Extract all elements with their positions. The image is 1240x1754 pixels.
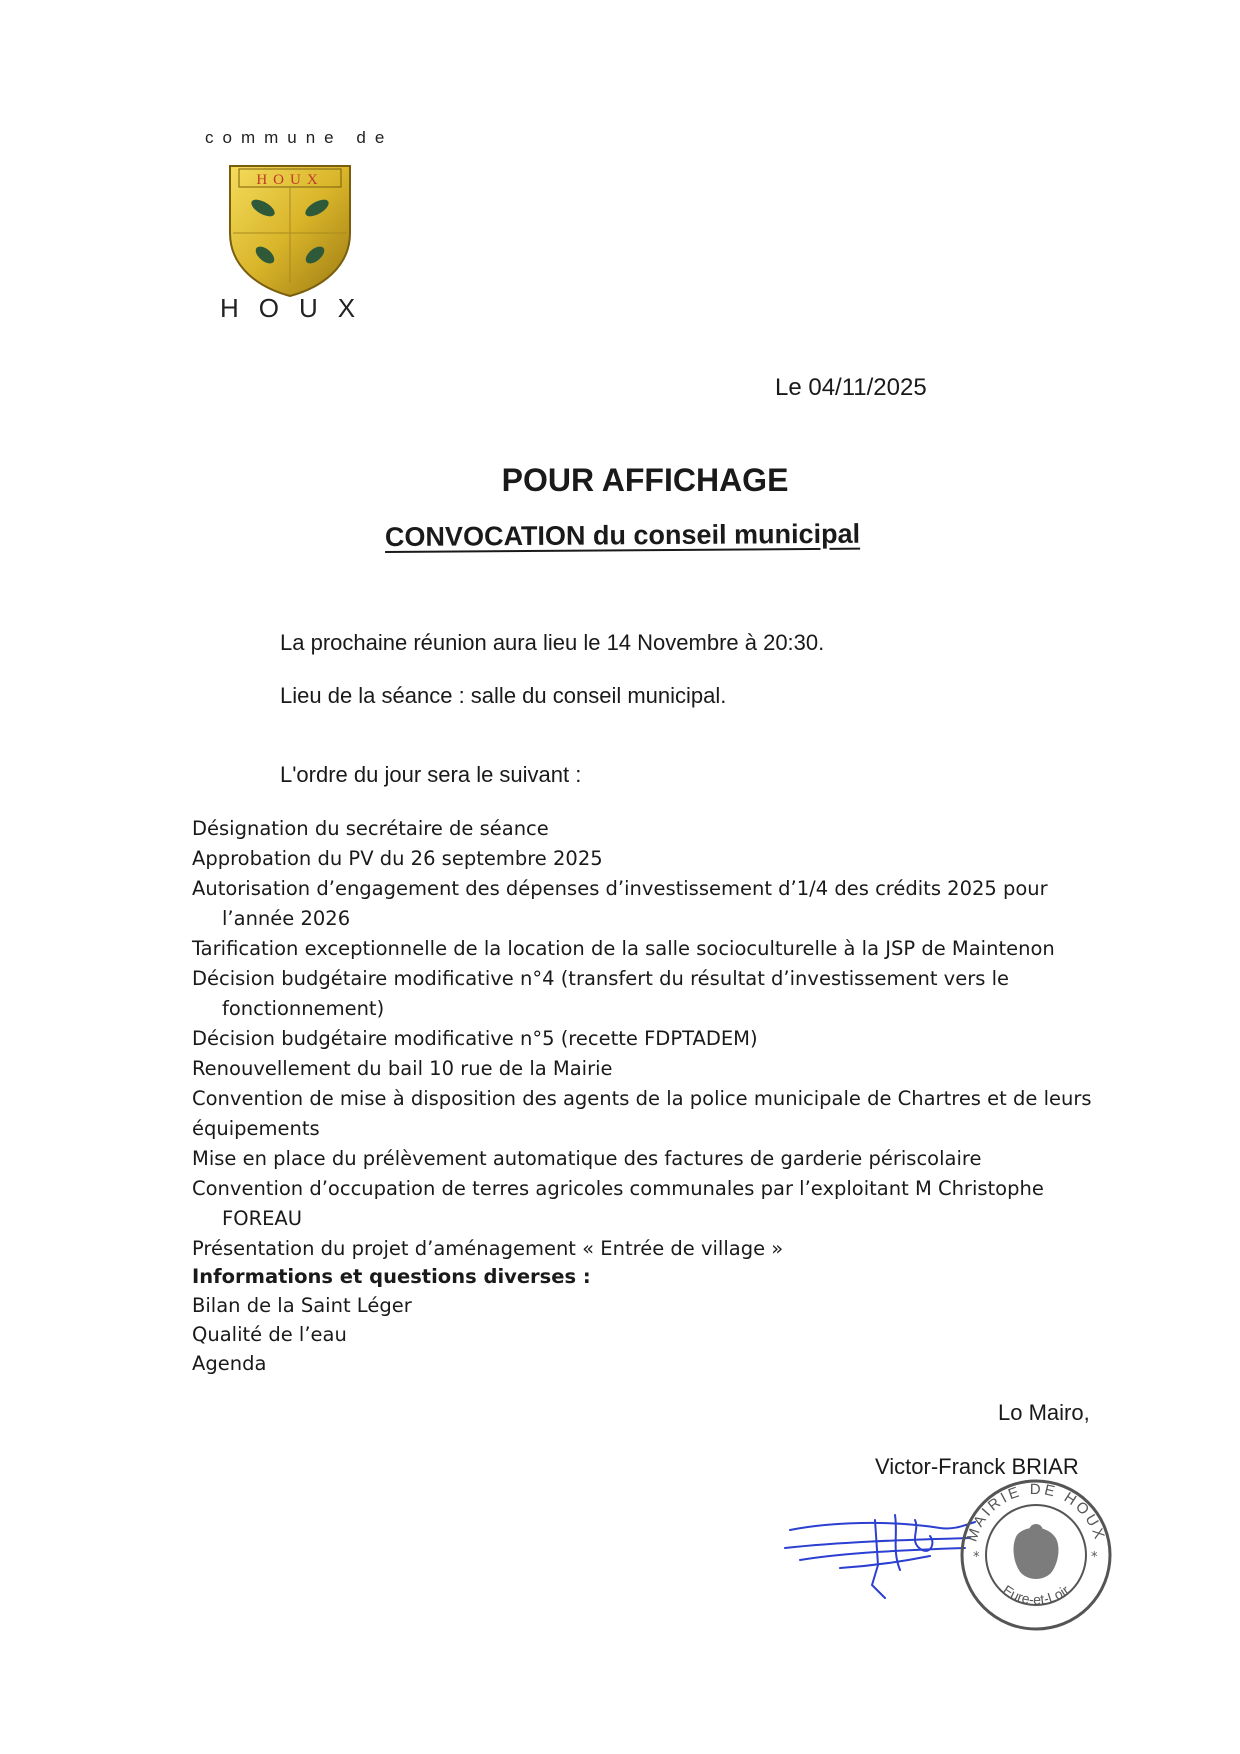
handwritten-signature [780,1490,980,1600]
coat-of-arms-icon [225,163,355,298]
list-item: Tarification exceptionnelle de la location de la salle socioculturelle à la JSP de Maintenon [192,937,1055,960]
logo-top-text: commune de [205,128,394,147]
svg-text:*: * [973,1550,980,1565]
commune-logo [195,128,395,328]
svg-text:HOUX: HOUX [256,172,324,188]
list-item: Qualité de l’eau [192,1323,347,1346]
list-item: Décision budgétaire modificative n°4 (transfert du résultat d’investissement vers le fonctionnement) [192,967,1010,1020]
list-item: Bilan de la Saint Léger [192,1294,412,1317]
page-title: POUR AFFICHAGE [501,462,789,498]
document-date: Le 04/11/2025 [775,374,927,401]
info-section [192,1262,591,1378]
list-item: Agenda [192,1352,267,1375]
meeting-location-text: Lieu de la séance : salle du conseil municipal. [280,683,727,708]
list-item: Présentation du projet d’aménagement « Entrée de village » [192,1237,784,1260]
stamp-bottom-text: Eure-et-Loir [999,1581,1073,1608]
meeting-date-text: La prochaine réunion aura lieu le 14 Novembre à 20:30. [280,630,825,655]
logo-bottom-text: HOUX [220,293,376,323]
list-item: Mise en place du prélèvement automatique des factures de garderie périscolaire [192,1147,982,1170]
page-subtitle: CONVOCATION du conseil municipal [384,518,861,552]
info-title: Informations et questions diverses : [192,1265,591,1288]
svg-text:Eure-et-Loir [1000,1582,1072,1608]
list-item: Approbation du PV du 26 septembre 2025 [192,847,603,870]
list-item: Convention d’occupation de terres agricoles communales par l’exploitant M Christophe FOREAU [192,1177,1044,1230]
mayor-title: Lo Mairo, [998,1400,1090,1425]
agenda-list [192,814,1112,1264]
stamp-top-text: MAIRIE DE HOUX [963,1480,1109,1544]
list-item: Décision budgétaire modificative n°5 (recette FDPTADEM) [192,1027,758,1050]
list-item: Convention de mise à disposition des agents de la police municipale de Chartres et de leurs équipements [192,1087,1092,1140]
list-item: Renouvellement du bail 10 rue de la Mairie [192,1057,613,1080]
mayor-name: Victor-Franck BRIAR [875,1454,1079,1479]
official-stamp [955,1475,1117,1635]
list-item: Autorisation d’engagement des dépenses d’investissement d’1/4 des crédits 2025 pour l’année 2026 [192,877,1048,930]
list-item: Désignation du secrétaire de séance [192,817,549,840]
agenda-intro-text: L'ordre du jour sera le suivant : [280,762,582,787]
svg-text:*: * [1091,1550,1098,1565]
